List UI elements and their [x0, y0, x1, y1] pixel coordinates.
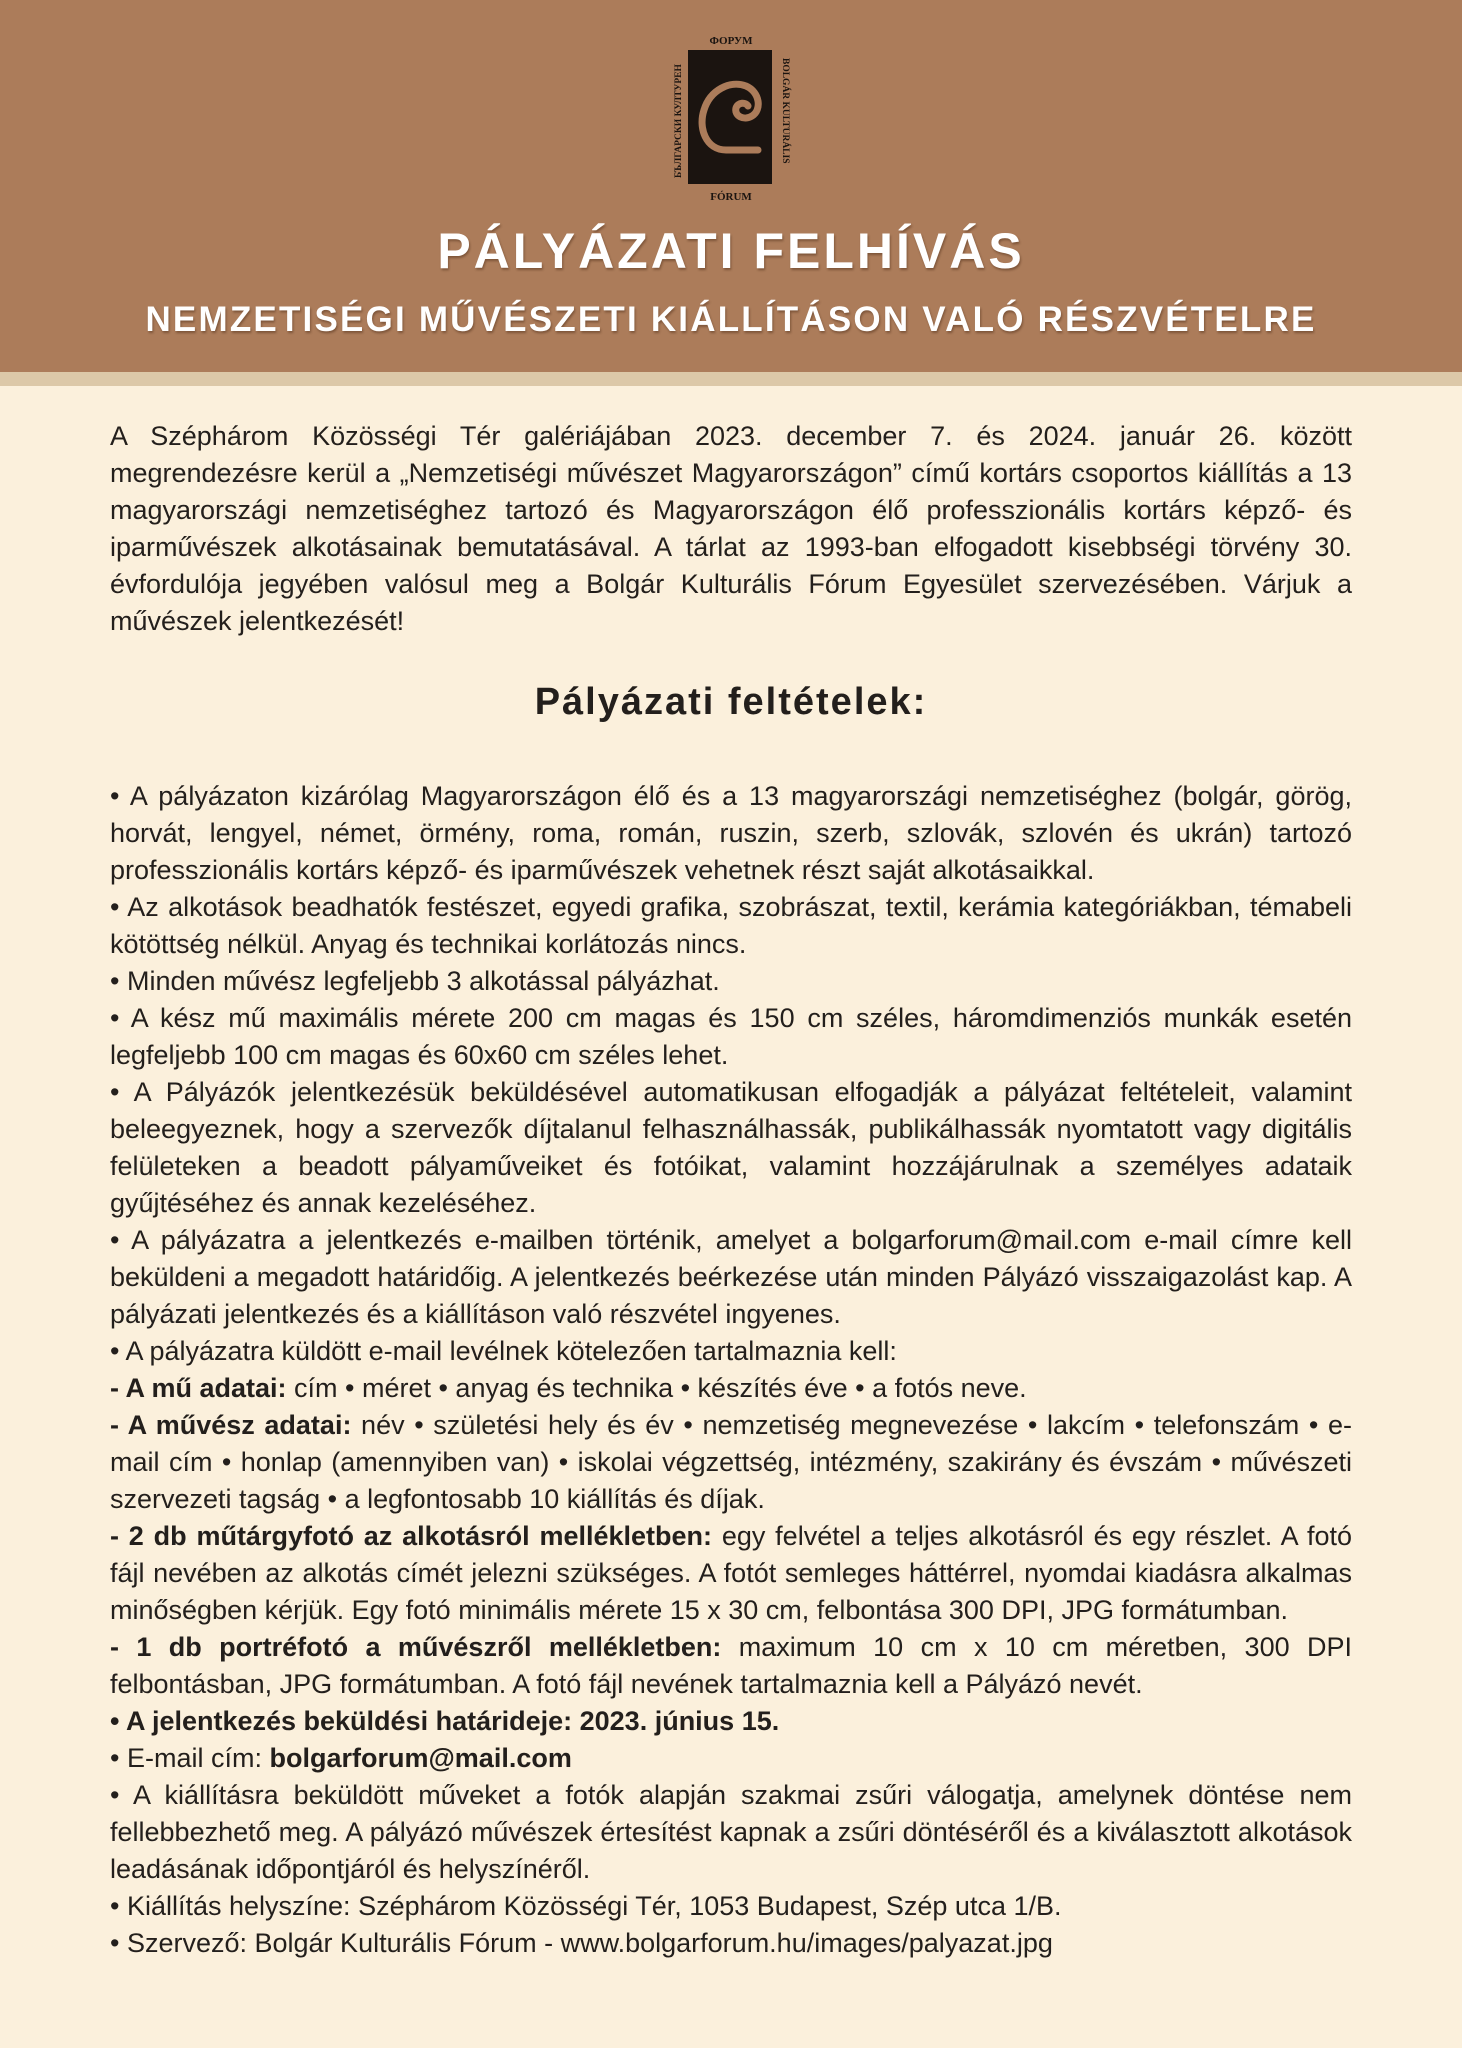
intro-paragraph: A Széphárom Közösségi Tér galériájában 2023. december 7. és 2024. január 26. között megrendezésre kerül a „Nemzetiségi művészet Magyarországon” című kortárs csoportos kiállítás a 13 magyarországi nemzetiséghez tartozó és Magyarországon élő professzionális kortárs képző- és iparművészek alkotásainak bemutatásával. A tárlat az 1993-ban elfogadott kisebbségi törvény 30. évfordulója jegyében valósul meg a Bolgár Kulturális Fórum Egyesület szervezésében. Várjuk a művészek jelentkezését!	[110, 421, 1352, 636]
logo-text-left: БЪЛГАРСКИ КУЛТУРЕН	[674, 64, 684, 178]
logo-text-right: BOLGÁR KULTURÁLIS	[780, 58, 790, 164]
condition-deadline	[110, 1703, 1352, 1740]
condition-application-email: • A pályázatra a jelentkezés e-mailben történik, amelyet a bolgarforum@mail.com e-mail címre kell beküldeni a megadott határidőig. A jelentkezés beérkezése után minden Pályázó visszaigazolást kap. A pályázati jelentkezés és a kiállításon való részvétel ingyenes.	[110, 1225, 1352, 1329]
condition-eligibility: • A pályázaton kizárólag Magyarországon élő és a 13 magyarországi nemzetiséghez (bolgár, görög, horvát, lengyel, német, örmény, roma, román, ruszin, szerb, szlovák, szlovén és ukrán) tartozó professzionális kortárs képző- és iparművészek vehetnek részt saját alkotásaikkal.	[110, 781, 1352, 885]
condition-consent: • A Pályázók jelentkezésük beküldésével automatikusan elfogadják a pályázat feltételeit, valamint beleegyeznek, hogy a szervezők díjtalanul felhasználhassák, publikálhassák nyomtatott vagy digitális felületeken a beadott pályaműveiket és fotóikat, valamint hozzájárulnak a személyes adataik gyűjtéséhez és annak kezeléséhez.	[110, 1077, 1352, 1218]
document-body	[110, 418, 1352, 1962]
bolgar-forum-logo	[666, 28, 796, 206]
condition-artist-details	[110, 1407, 1352, 1518]
artist-details-text: név • születési hely és év • nemzetiség megnevezése • lakcím • telefonszám • e-mail cím • honlap (amennyiben van) • iskolai végzettség, intézmény, szakirány és évszám • művészeti szervezeti tagság • a legfontosabb 10 kiállítás és díjak.	[110, 1410, 1352, 1514]
page-subtitle: NEMZETISÉGI MŰVÉSZETI KIÁLLÍTÁSON VALÓ RÉSZVÉTELRE	[145, 300, 1317, 339]
portrait-photo-text: maximum 10 cm x 10 cm méretben, 300 DPI felbontásban, JPG formátumban. A fotó fájl nevének tartalmaznia kell a Pályázó nevét.	[110, 1632, 1352, 1699]
deadline-text: • A jelentkezés beküldési határideje: 2023. június 15.	[110, 1706, 780, 1736]
logo-text-bottom: FÓRUM	[710, 191, 752, 203]
condition-artwork-photos	[110, 1518, 1352, 1629]
artwork-photos-text: egy felvétel a teljes alkotásról és egy részlet. A fotó fájl nevében az alkotás címét jelezni szükséges. A fotót semleges háttérrel, nyomdai kiadásra alkalmas minőségben kérjük. Egy fotó minimális mérete 15 x 30 cm, felbontása 300 DPI, JPG formátumban.	[110, 1521, 1352, 1625]
artist-details-label: - A művész adatai:	[110, 1410, 352, 1440]
condition-contact-email	[110, 1740, 1352, 1777]
condition-max-size: • A kész mű maximális mérete 200 cm magas és 150 cm széles, háromdimenziós munkák esetén legfeljebb 100 cm magas és 60x60 cm széles lehet.	[110, 1003, 1352, 1070]
condition-work-details	[110, 1370, 1352, 1407]
contact-email-label: • E-mail cím:	[110, 1743, 270, 1773]
logo-text-top: ФОРУМ	[709, 35, 753, 47]
condition-categories: • Az alkotások beadhatók festészet, egyedi grafika, szobrászat, textil, kerámia kategóriákban, témabeli kötöttség nélkül. Anyag és technikai korlátozás nincs.	[110, 892, 1352, 959]
condition-jury: • A kiállításra beküldött műveket a fotók alapján szakmai zsűri válogatja, amelynek döntése nem fellebbezhető meg. A pályázó művészek értesítést kapnak a zsűri döntéséről és a kiválasztott alkotások leadásának időpontjáról és helyszínéről.	[110, 1780, 1352, 1884]
condition-max-works: • Minden művész legfeljebb 3 alkotással pályázhat.	[110, 966, 720, 996]
page-title: PÁLYÁZATI FELHÍVÁS	[437, 223, 1025, 279]
artwork-photos-label: - 2 db műtárgyfotó az alkotásról mellékletben:	[110, 1521, 713, 1551]
condition-venue: • Kiállítás helyszíne: Széphárom Közösségi Tér, 1053 Budapest, Szép utca 1/B.	[110, 1891, 1062, 1921]
condition-email-contents: • A pályázatra küldött e-mail levélnek kötelezően tartalmaznia kell:	[110, 1336, 897, 1366]
work-details-text: cím • méret • anyag és technika • készítés éve • a fotós neve.	[286, 1373, 1027, 1403]
header-divider-stripe	[0, 372, 1462, 386]
work-details-label: - A mű adatai:	[110, 1373, 287, 1403]
condition-organizer: • Szervező: Bolgár Kulturális Fórum - www.bolgarforum.hu/images/palyazat.jpg	[110, 1928, 1053, 1958]
condition-portrait-photo	[110, 1629, 1352, 1703]
conditions-heading: Pályázati feltételek:	[534, 681, 928, 723]
contact-email-link[interactable]: bolgarforum@mail.com	[269, 1743, 572, 1773]
portrait-photo-label: - 1 db portréfotó a művészről mellékletben:	[110, 1632, 722, 1662]
